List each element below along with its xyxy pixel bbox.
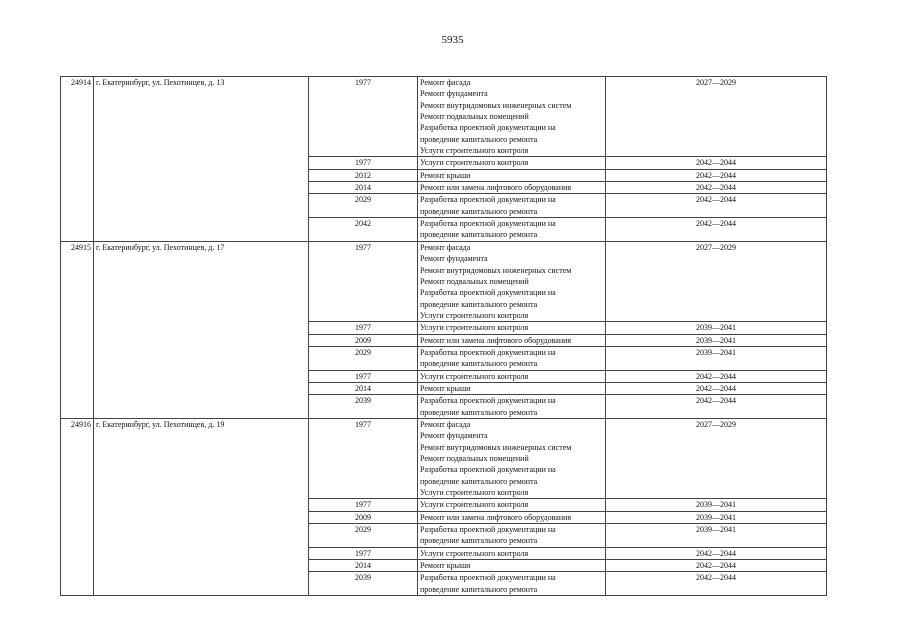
work-type-cell (418, 524, 606, 548)
work-type-line: Ремонт фасада (420, 242, 471, 252)
work-type-line: Ремонт или замена лифтового оборудования (420, 512, 572, 522)
year-cell: 2009 (309, 334, 418, 346)
work-type-line: Ремонт крыши (420, 170, 471, 180)
year-cell: 1977 (309, 322, 418, 334)
building-address: г. Екатеринбург, ул. Пехотинцев, д. 17 (94, 241, 309, 418)
work-type-line: Разработка проектной документации на (420, 396, 556, 406)
work-type-line: проведение капитального ремонта (420, 407, 538, 417)
period-cell: 2042—2044 (606, 547, 827, 559)
work-type-cell (418, 157, 606, 169)
period-cell: 2039—2041 (606, 346, 827, 370)
table-row (61, 77, 827, 157)
work-type-cell (418, 194, 606, 218)
year-cell: 2029 (309, 194, 418, 218)
work-type-line: Услуги строительного контроля (420, 323, 529, 333)
work-type-line: Ремонт или замена лифтового оборудования (420, 335, 572, 345)
building-address: г. Екатеринбург, ул. Пехотинцев, д. 19 (94, 418, 309, 595)
work-type-line: Ремонт подвальных помещений (420, 454, 529, 463)
work-type-line: Ремонт подвальных помещений (420, 276, 529, 286)
work-type-cell (418, 418, 606, 498)
work-type-cell (418, 77, 606, 157)
work-type-cell (418, 218, 606, 242)
work-type-line: проведение капитального ремонта (420, 230, 538, 240)
year-cell: 2039 (309, 572, 418, 596)
work-type-line: Ремонт или замена лифтового оборудования (420, 183, 572, 193)
work-type-line: Разработка проектной документации на (420, 525, 556, 535)
work-type-line: Услуги строительного контроля (420, 500, 529, 510)
repair-schedule-table (60, 76, 827, 596)
period-cell: 2042—2044 (606, 182, 827, 194)
building-number: 24915 (61, 241, 94, 418)
work-type-line: проведение капитального ремонта (420, 206, 538, 216)
work-type-cell (418, 395, 606, 419)
work-type-line: Услуги строительного контроля (420, 488, 529, 498)
building-address: г. Екатеринбург, ул. Пехотинцев, д. 13 (94, 77, 309, 242)
work-type-line: Ремонт крыши (420, 383, 471, 393)
work-type-line: Ремонт фасада (420, 78, 471, 87)
period-cell: 2027—2029 (606, 418, 827, 498)
work-type-cell (418, 560, 606, 572)
work-type-line: Ремонт подвальных помещений (420, 112, 529, 122)
year-cell: 1977 (309, 241, 418, 321)
work-type-line: Разработка проектной документации на (420, 123, 556, 133)
work-type-line: Ремонт фундамента (420, 254, 488, 264)
work-type-line: Услуги строительного контроля (420, 310, 529, 320)
year-cell: 2009 (309, 511, 418, 523)
year-cell: 1977 (309, 547, 418, 559)
work-type-line: проведение капитального ремонта (420, 134, 538, 144)
work-type-line: Ремонт крыши (420, 561, 471, 571)
period-cell: 2042—2044 (606, 194, 827, 218)
period-cell: 2042—2044 (606, 169, 827, 181)
table-body (61, 77, 827, 596)
period-cell: 2039—2041 (606, 322, 827, 334)
work-type-line: Услуги строительного контроля (420, 548, 529, 558)
period-cell: 2042—2044 (606, 157, 827, 169)
period-cell: 2042—2044 (606, 218, 827, 242)
year-cell: 2014 (309, 182, 418, 194)
year-cell: 2039 (309, 395, 418, 419)
year-cell: 2042 (309, 218, 418, 242)
table-row (61, 241, 827, 321)
work-type-cell (418, 182, 606, 194)
period-cell: 2042—2044 (606, 395, 827, 419)
year-cell: 1977 (309, 418, 418, 498)
period-cell: 2027—2029 (606, 241, 827, 321)
work-type-line: Ремонт фундамента (420, 431, 488, 441)
work-type-cell (418, 370, 606, 382)
period-cell: 2042—2044 (606, 572, 827, 596)
work-type-cell (418, 511, 606, 523)
work-type-cell (418, 572, 606, 596)
building-number: 24914 (61, 77, 94, 242)
work-type-line: Разработка проектной документации на (420, 465, 556, 475)
work-type-cell (418, 382, 606, 394)
work-type-line: проведение капитального ремонта (420, 359, 538, 369)
period-cell: 2042—2044 (606, 370, 827, 382)
work-type-cell (418, 346, 606, 370)
work-type-line: Услуги строительного контроля (420, 371, 529, 381)
work-type-line: Ремонт внутридомовых инженерных систем (420, 442, 572, 452)
work-type-line: Разработка проектной документации на (420, 288, 556, 298)
period-cell: 2039—2041 (606, 524, 827, 548)
period-cell: 2027—2029 (606, 77, 827, 157)
work-type-line: Услуги строительного контроля (420, 146, 529, 156)
work-type-cell (418, 322, 606, 334)
work-type-cell (418, 499, 606, 511)
work-type-line: Ремонт фундамента (420, 89, 488, 99)
period-cell: 2042—2044 (606, 382, 827, 394)
period-cell: 2039—2041 (606, 511, 827, 523)
work-type-line: Ремонт внутридомовых инженерных систем (420, 100, 572, 110)
year-cell: 1977 (309, 370, 418, 382)
page-number: 5935 (441, 34, 464, 46)
work-type-line: Ремонт внутридомовых инженерных систем (420, 265, 572, 275)
work-type-cell (418, 241, 606, 321)
work-type-line: Разработка проектной документации на (420, 573, 556, 583)
year-cell: 2029 (309, 524, 418, 548)
work-type-cell (418, 334, 606, 346)
period-cell: 2039—2041 (606, 499, 827, 511)
work-type-line: Разработка проектной документации на (420, 347, 556, 357)
building-number: 24916 (61, 418, 94, 595)
period-cell: 2042—2044 (606, 560, 827, 572)
year-cell: 1977 (309, 157, 418, 169)
year-cell: 2014 (309, 382, 418, 394)
year-cell: 2012 (309, 169, 418, 181)
year-cell: 1977 (309, 499, 418, 511)
work-type-line: проведение капитального ремонта (420, 476, 538, 486)
work-type-cell (418, 547, 606, 559)
work-type-cell (418, 169, 606, 181)
work-type-line: Разработка проектной документации на (420, 195, 556, 205)
year-cell: 2029 (309, 346, 418, 370)
period-cell: 2039—2041 (606, 334, 827, 346)
work-type-line: проведение капитального ремонта (420, 584, 538, 594)
work-type-line: проведение капитального ремонта (420, 299, 538, 309)
work-type-line: проведение капитального ремонта (420, 536, 538, 546)
table-row (61, 418, 827, 498)
work-type-line: Ремонт фасада (420, 419, 471, 429)
year-cell: 2014 (309, 560, 418, 572)
work-type-line: Услуги строительного контроля (420, 158, 529, 168)
work-type-line: Разработка проектной документации на (420, 219, 556, 229)
year-cell: 1977 (309, 77, 418, 157)
